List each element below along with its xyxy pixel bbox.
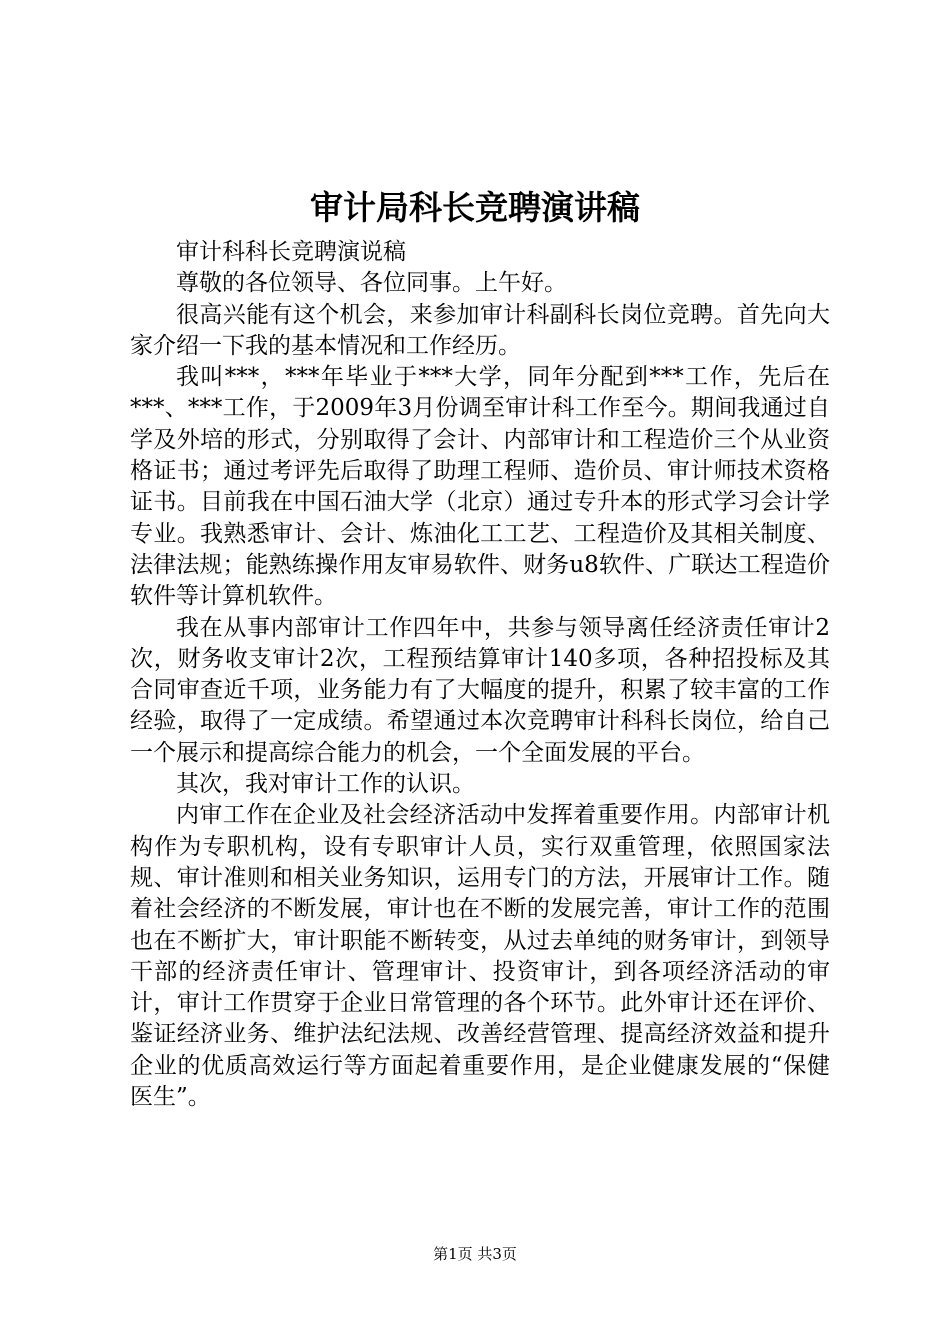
document-title: 审计局科长竞聘演讲稿 (310, 188, 640, 227)
paragraph-background: 我叫***，***年毕业于***大学，同年分配到***工作，先后在***、***工作，于2009年3月份调至审计科工作至今。期间我通过自学及外培的形式，分别取得了会计、内部审计和工程造价三个从业资格证书；通过考评先后取得了助理工程师、造价员、审计师技术资格证书。目前我在中国石油大学（北京）通过专升本的形式学习会计学专业。我熟悉审计、会计、炼油化工工艺、工程造价及其相关制度、法律法规；能熟练操作用友审易软件、财务u8软件、广联达工程造价软件等计算机软件。 (130, 364, 830, 610)
paragraph-intro: 很高兴能有这个机会，来参加审计科副科长岗位竞聘。首先向大家介绍一下我的基本情况和工作经历。 (130, 301, 830, 359)
paragraph-greeting: 尊敬的各位领导、各位同事。上午好。 (176, 270, 567, 297)
document-body (130, 237, 830, 1113)
paragraph-experience: 我在从事内部审计工作四年中，共参与领导离任经济责任审计2次，财务收支审计2次，工程预结算审计140多项，各种招投标及其合同审查近千项，业务能力有了大幅度的提升，积累了较丰富的工作经验，取得了一定成绩。希望通过本次竞聘审计科科长岗位，给自己一个展示和提高综合能力的机会，一个全面发展的平台。 (130, 614, 830, 766)
page-number: 第1页 共3页 (433, 1245, 517, 1263)
paragraph-audit-role: 内审工作在企业及社会经济活动中发挥着重要作用。内部审计机构作为专职机构，设有专职审计人员，实行双重管理，依照国家法规、审计准则和相关业务知识，运用专门的方法，开展审计工作。随着社会经济的不断发展，审计也在不断的发展完善，审计工作的范围也在不断扩大，审计职能不断转变，从过去单纯的财务审计，到领导干部的经济责任审计、管理审计、投资审计，到各项经济活动的审计，审计工作贯穿于企业日常管理的各个环节。此外审计还在评价、鉴证经济业务、维护法纪法规、改善经营管理、提高经济效益和提升企业的优质高效运行等方面起着重要作用，是企业健康发展的“保健医生”。 (130, 802, 830, 1111)
paragraph-section-heading: 其次，我对审计工作的认识。 (176, 771, 475, 798)
paragraph-heading: 审计科科长竞聘演说稿 (176, 239, 406, 265)
